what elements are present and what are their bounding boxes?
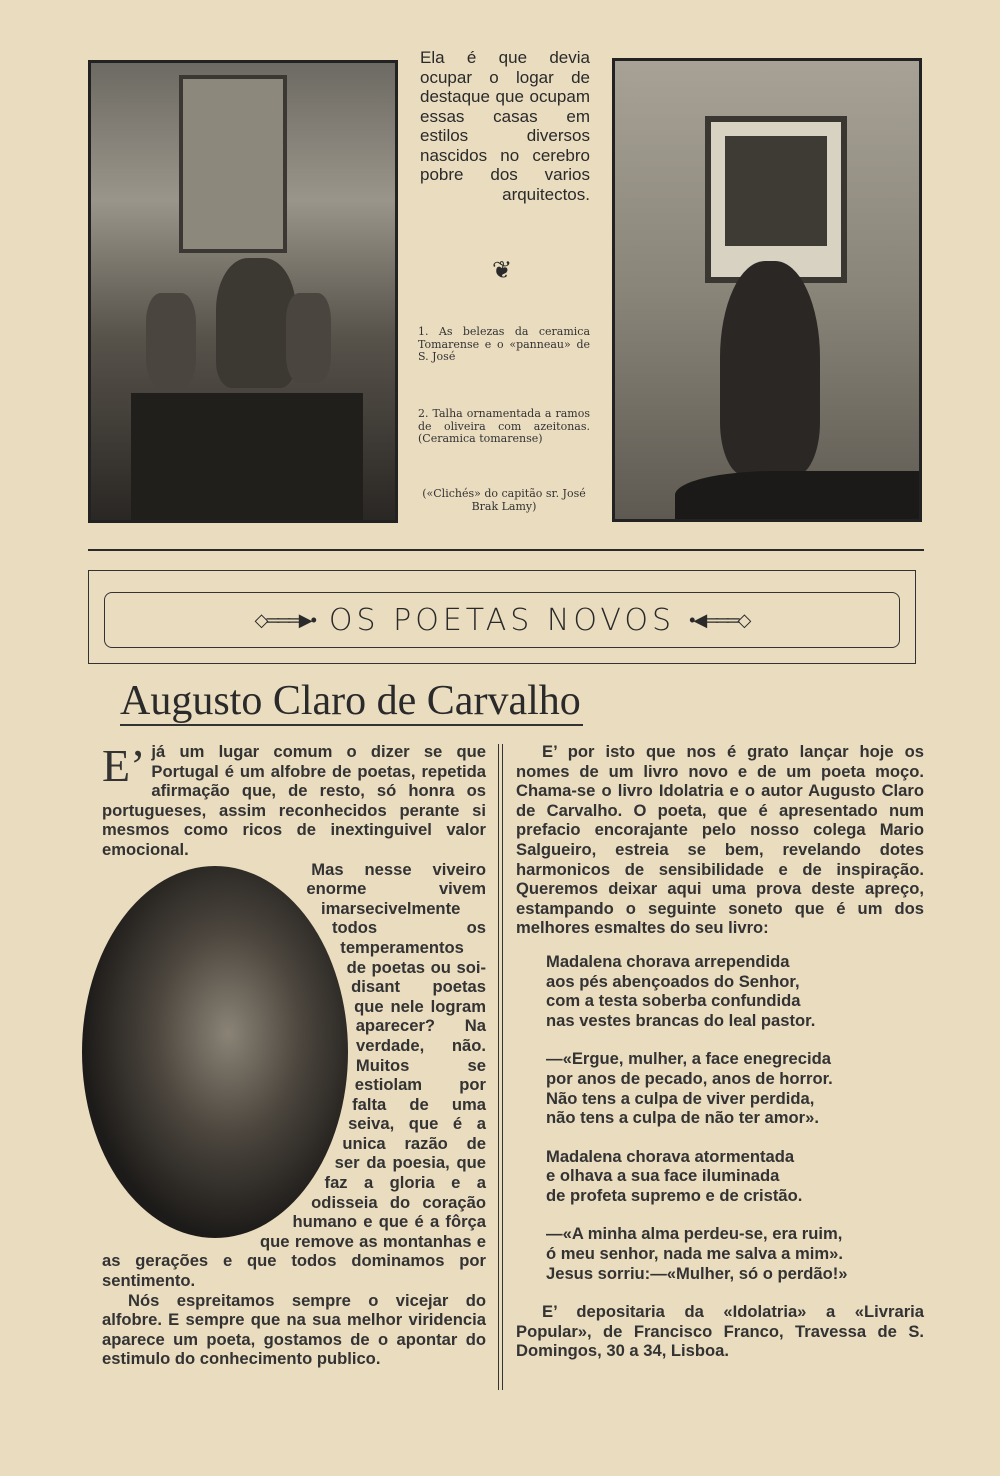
cabinet — [131, 393, 363, 523]
poem-line: —«Ergue, mulher, a face enegrecida — [546, 1049, 831, 1069]
closing-paragraph: E’ depositaria da «Idolatria» a «Livraria Popular», de Francisco Franco, Travessa de S. Domingos, 30 a 34, Lisboa. — [516, 1302, 924, 1361]
ornament-icon: ❦ — [492, 257, 513, 284]
photo-ceramics-panneau — [88, 60, 398, 523]
poem-line: —«A minha alma perdeu-se, era ruim, — [546, 1224, 843, 1244]
poem-line: Não tens a culpa de viver perdida, — [546, 1088, 815, 1108]
article-right-column — [516, 742, 924, 1361]
caption-2: 2. Talha ornamentada a ramos de oliveira com azeitonas. (Ceramica tomarense) — [418, 407, 590, 445]
photo-carved-urn — [612, 58, 922, 522]
stanza — [546, 952, 924, 1030]
poem-line: por anos de pecado, anos de horror. — [546, 1068, 833, 1088]
paragraph: E’ por isto que nos é grato lançar hoje os nomes de um livro novo e de um poeta moço. Chama-se o livro Idolatria e o autor Augusto Claro de Carvalho. O poeta, que é apresentado num prefacio encorajante pelo nosso colega Mario Salgueiro, estreia se bem, revelando dotes harmonicos de sensibilidade e de inspiração. Queremos deixar aqui uma prova deste apreço, estampando o seguinte soneto que é um dos melhores esmaltes do seu livro: — [516, 742, 924, 938]
framed-picture — [705, 116, 847, 283]
photo-credits: («Clichés» do capitão sr. José Brak Lamy) — [422, 487, 586, 513]
panneau-tile-panel — [179, 75, 287, 253]
drop-cap: E’ — [102, 740, 146, 791]
paragraph: já um lugar comum o dizer se que Portugal é um alfobre de poetas, repetida afirmação que, de resto, só honra os portugueses, assim reconhecidos perante si mesmos como ricos de inextinguivel valor emocional. — [102, 742, 486, 859]
poem-line: Madalena chorava atormentada — [546, 1146, 795, 1166]
poem-line: e olhava a sua face iluminada — [546, 1166, 780, 1186]
poem-line: Jesus sorriu:—«Mulher, só o perdão!» — [546, 1263, 848, 1283]
author-portrait — [82, 866, 348, 1238]
stanza — [546, 1049, 924, 1127]
poem-line: de profeta supremo e de cristão. — [546, 1185, 803, 1205]
column-divider — [498, 744, 503, 1390]
article-title: Augusto Claro de Carvalho — [120, 678, 581, 724]
vase — [146, 293, 196, 388]
stanza — [546, 1147, 924, 1206]
vase — [286, 293, 331, 383]
stanza — [546, 1224, 924, 1283]
poem-line: não tens a culpa de não ter amor». — [546, 1108, 819, 1128]
arrow-ornament-left-icon: ◇═══▶• — [254, 609, 315, 630]
vase — [216, 258, 296, 388]
poem-line: Madalena chorava arrependida — [546, 951, 790, 971]
paragraph: Mas nesse viveiro enorme vivem imarsecivelmente todos os temperamentos de poetas ou soi-disant poetas que nele logram aparecer? Na verdade, não. Muitos se estiolam por falta de uma seiva, que é a unica razão de ser da poesia, que faz a gloria e a odisseia do coração humano e que é a fôrça que remove as montanhas e as gerações e que todos dominamos por sentimento. — [102, 859, 486, 1291]
article-left-column — [102, 742, 486, 1369]
intro-paragraph: Ela é que devia ocupar o logar de destaque que ocupam essas casas em estilos diversos nascidos no cerebro pobre dos varios arquitectos. — [420, 48, 590, 204]
poem-line: com a testa soberba confundida — [546, 991, 801, 1011]
urn — [720, 261, 820, 476]
poem-line: aos pés abençoados do Senhor, — [546, 971, 800, 991]
poem-line: ó meu senhor, nada me salva a mim». — [546, 1244, 843, 1264]
caption-1: 1. As belezas da ceramica Tomarense e o «panneau» de S. José — [418, 325, 590, 363]
poem-line: nas vestes brancas do leal pastor. — [546, 1010, 816, 1030]
sonnet — [546, 952, 924, 1283]
table — [675, 471, 922, 522]
paragraph: Nós espreitamos sempre o vicejar do alfobre. E sempre que na sua melhor viridencia aparece um poeta, gostamos de o apontar do estimulo do conhecimento publico. — [102, 1290, 486, 1369]
section-header-frame — [88, 570, 916, 664]
divider-line — [88, 549, 924, 551]
arrow-ornament-right-icon: •◀═══◇ — [689, 609, 750, 630]
section-title: OS POETAS NOVOS — [328, 602, 676, 638]
